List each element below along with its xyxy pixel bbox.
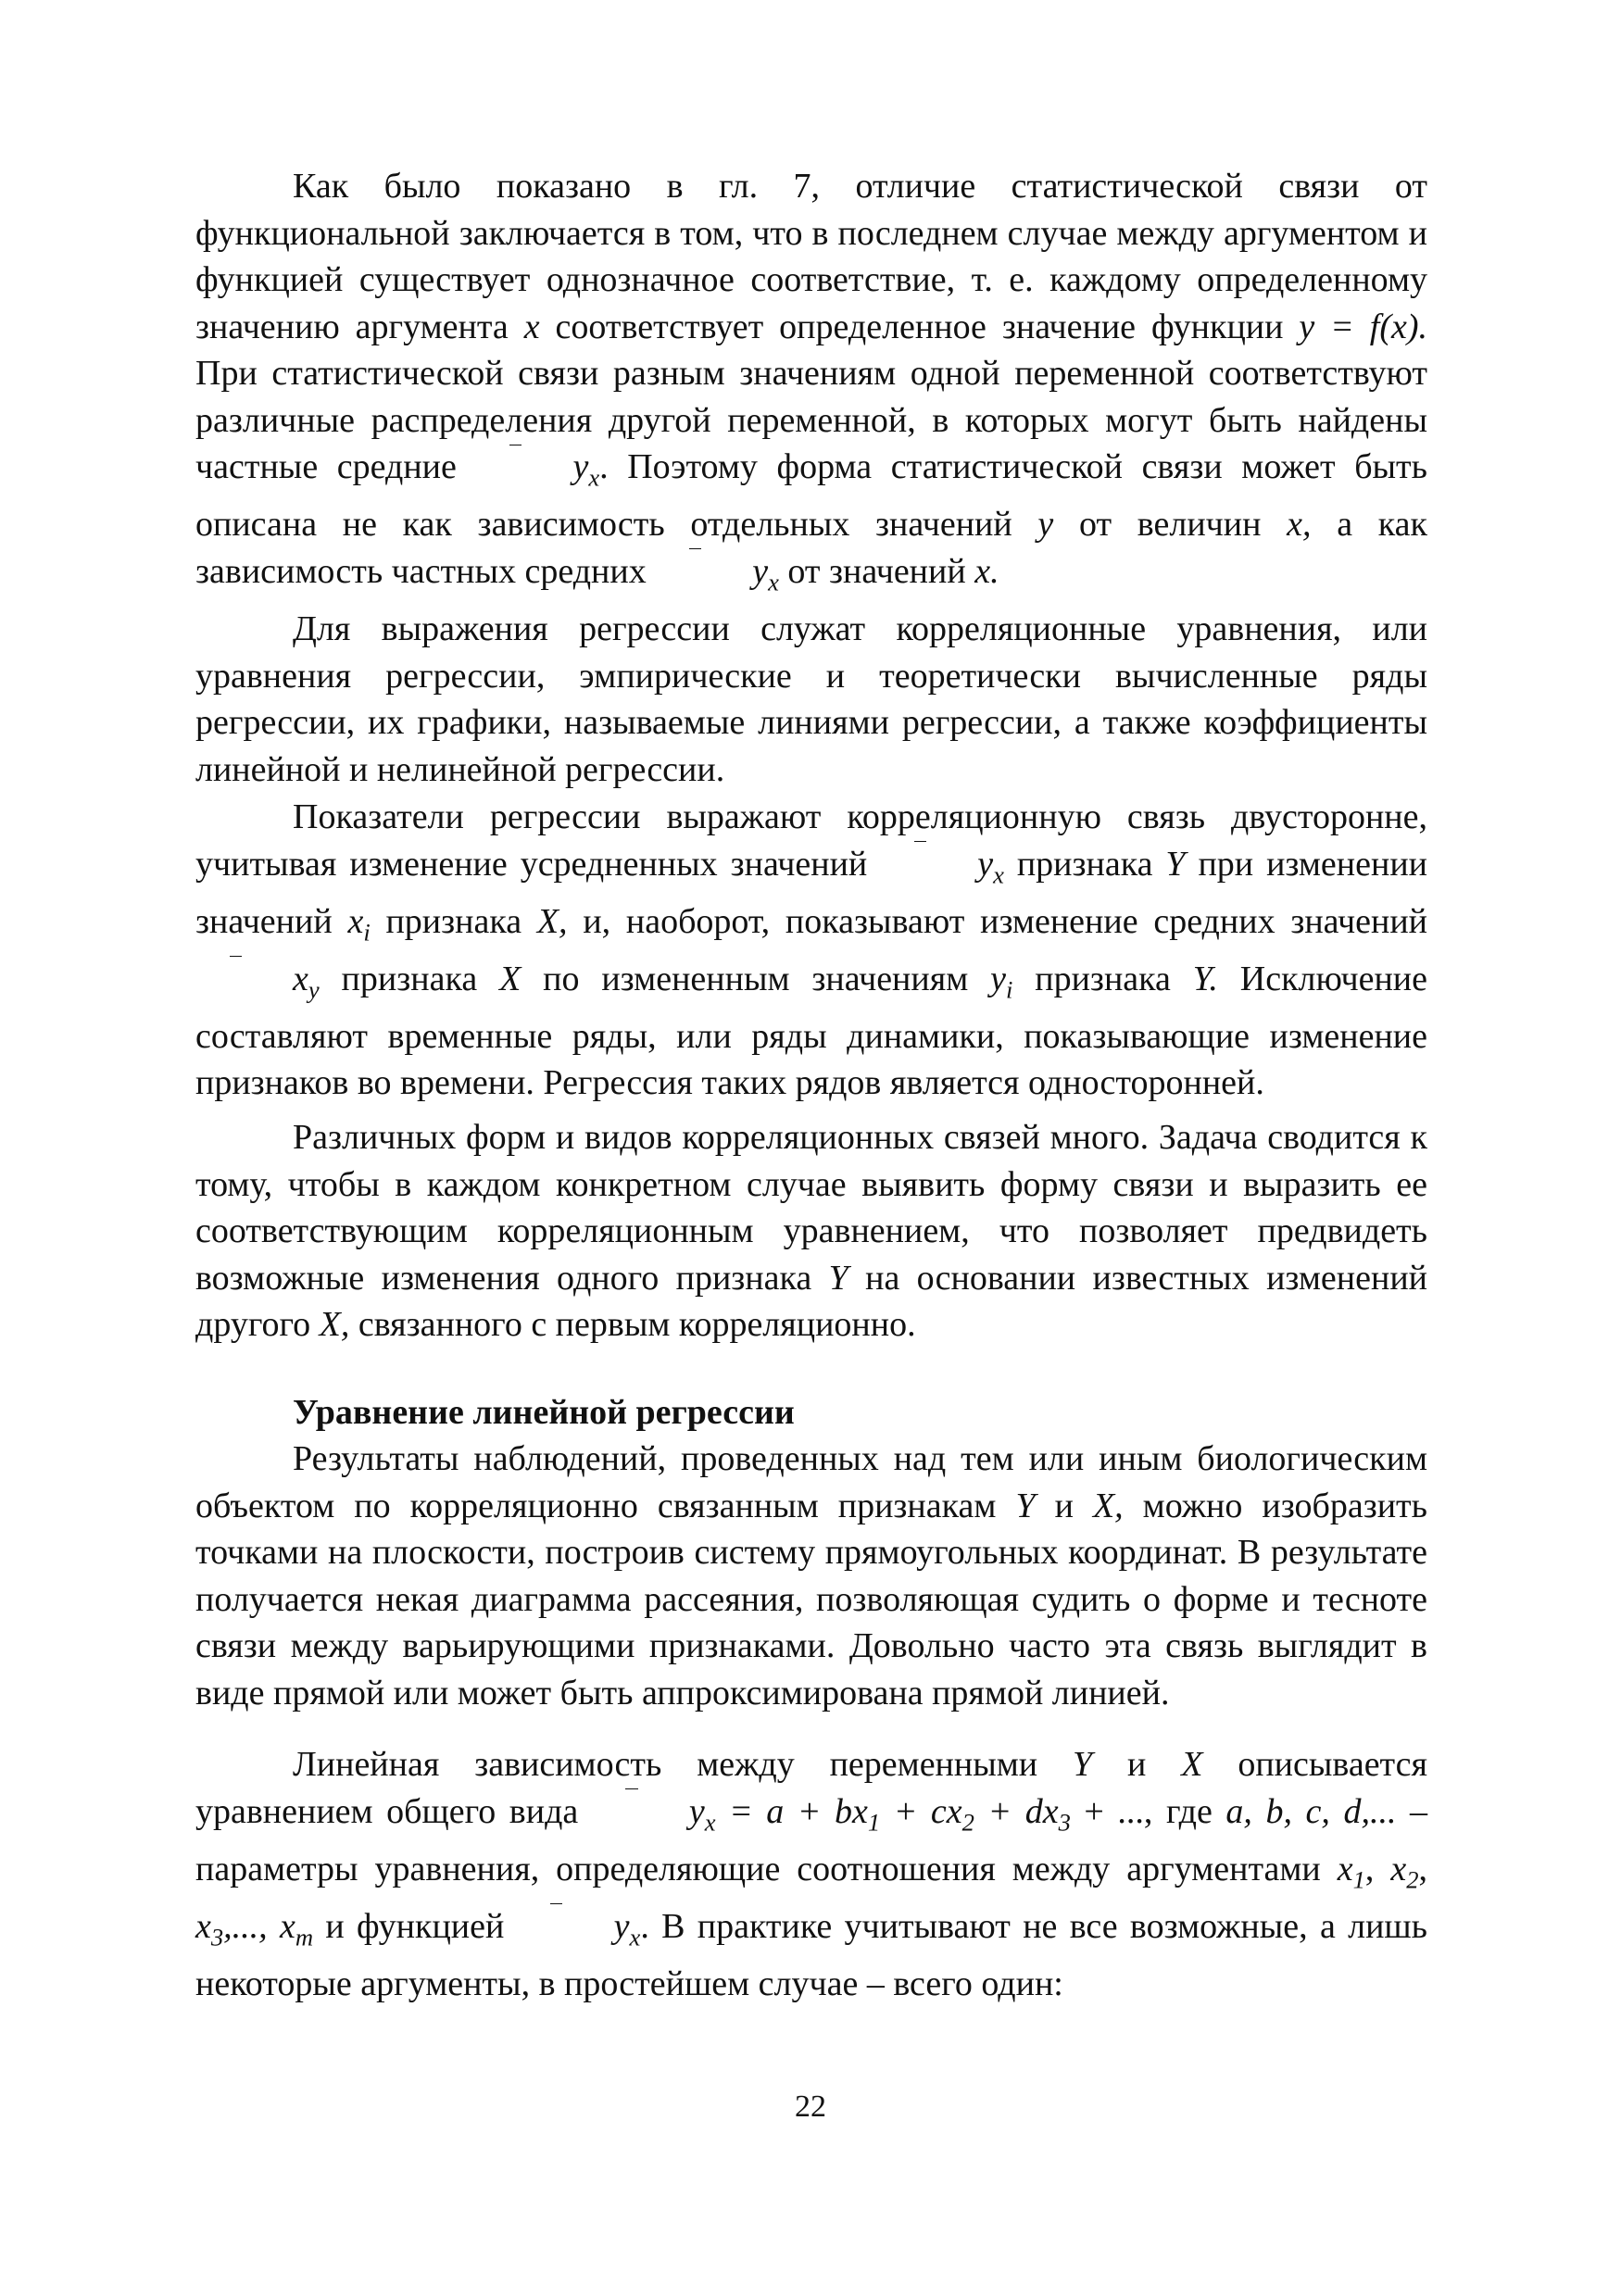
- text-run: а как зависимость частных средних: [195, 505, 1427, 591]
- section-heading: Уравнение линейной регрессии: [293, 1393, 795, 1432]
- text-run: и, наоборот, показывают изменение средних значений: [567, 901, 1427, 941]
- paragraph-6: [195, 1741, 1427, 2007]
- math-var: x.: [974, 551, 999, 591]
- mean-y-symbol: y: [655, 548, 768, 596]
- paragraph-2: Для выражения регрессии служат корреляционные уравнения, или уравнения регрессии, эмпирические и теоретически вычисленные ряды регрессии, их графики, называемые линиями регрессии, а также коэффициенты линейной и нелинейной регрессии.: [195, 609, 1427, 789]
- math-var: x: [347, 901, 364, 941]
- math-var: Y: [1165, 844, 1186, 884]
- mean-y-symbol: y: [880, 841, 993, 888]
- text-run: признака: [1012, 959, 1193, 998]
- math-var: X,: [1092, 1486, 1124, 1525]
- text-run: признака: [370, 901, 537, 941]
- subscript: x: [629, 1923, 641, 1951]
- math-var: y: [1037, 505, 1054, 545]
- math-var: X,: [536, 901, 568, 941]
- paragraph-5: [195, 1436, 1427, 1716]
- text-run: ,: [1418, 1849, 1428, 1888]
- text-run: . В практике учитывают не все возможные, а лишь некоторые аргументы, в простейшем случае – всего один:: [195, 1906, 1427, 2003]
- subscript: x: [704, 1808, 716, 1837]
- text-run: признака: [1003, 844, 1166, 884]
- paragraph-1: [195, 163, 1427, 606]
- math-var: x: [523, 307, 540, 346]
- equation-part: + ...,: [1070, 1791, 1153, 1831]
- mean-x-symbol: x: [195, 956, 308, 1003]
- text-run: связанного с первым корреляционно.: [349, 1305, 916, 1344]
- text-run: и: [1092, 1745, 1182, 1784]
- math-var: Y: [828, 1258, 848, 1298]
- text-run: можно изобразить точками на плоскости, построив систему прямоугольных координат. В результате получается некая диаграмма рассеяния, позволяющая судить о форме и тесноте связи между варьирующими признаками. Довольно часто эта связь выглядит в виде прямой или может быть аппроксимирована прямой линией.: [195, 1486, 1427, 1713]
- text-run: от значений: [778, 551, 975, 591]
- math-var: X,: [319, 1305, 350, 1344]
- math-var: Y.: [1192, 959, 1218, 998]
- math-var: x: [1337, 1849, 1353, 1888]
- math-var: Y: [1073, 1745, 1093, 1784]
- text-run: – параметры уравнения, определяющие соотношения между аргументами: [195, 1791, 1428, 1888]
- text-run: соответствует определенное значение функции: [539, 307, 1300, 346]
- subscript: x: [588, 463, 600, 492]
- text-run: Результаты наблюдений, проведенных над тем или иным биологическим объектом по корреляционно связанным признакам: [195, 1439, 1427, 1525]
- subscript: 2: [1406, 1865, 1419, 1894]
- math-var: x: [1390, 1849, 1407, 1888]
- subscript: 3: [210, 1923, 224, 1951]
- paragraph-4: [195, 1114, 1427, 1349]
- text-run: при изменении значений: [195, 844, 1427, 941]
- subscript: 2: [961, 1808, 974, 1837]
- text-run: . Поэтому форма статистической связи может быть описана не как зависимость отдельных значений: [195, 447, 1427, 545]
- math-var: Y: [1015, 1486, 1036, 1525]
- page-number: 22: [795, 2089, 826, 2124]
- equation-part: + dx: [974, 1791, 1059, 1831]
- equation-part: + cx: [880, 1791, 962, 1831]
- text-run: ,: [1364, 1849, 1391, 1888]
- text-run: Как было показано в гл. 7, отличие статистической связи от функциональной заключается в том, что в последнем случае между аргументом и функцией существует однозначное соответствие, т. е. каждому определенному значению аргумента: [195, 167, 1427, 346]
- text-run: Показатели регрессии выражают корреляционную связь двусторонне, учитывая изменение усредненных значений: [195, 797, 1427, 884]
- subscript: m: [295, 1923, 314, 1951]
- math-var: y: [990, 959, 1006, 998]
- text-run: по измененным значениям: [521, 959, 991, 998]
- math-expression: y = f(x).: [1299, 307, 1427, 346]
- mean-y-symbol: y: [592, 1788, 705, 1836]
- math-var: x: [195, 1906, 211, 1946]
- mean-y-symbol: y: [517, 1903, 630, 1951]
- math-params: a, b, c, d,...: [1225, 1791, 1397, 1831]
- math-var: X: [1181, 1745, 1203, 1784]
- text-run: описывается уравнением общего вида: [195, 1745, 1427, 1831]
- subscript: 1: [867, 1808, 881, 1837]
- text-run: При статистической связи разным значениям одной переменной соответствуют различные распределения другой переменной, в которых могут быть найдены частные средние: [195, 354, 1427, 486]
- paragraph-3: [195, 794, 1427, 1107]
- subscript: i: [363, 918, 371, 947]
- mean-y-symbol: y: [475, 444, 588, 491]
- text-run: на основании известных изменений другого: [195, 1258, 1427, 1344]
- text-run: и: [1035, 1486, 1093, 1525]
- equation-part: = a + bx: [715, 1791, 868, 1831]
- text-run: признака: [319, 959, 500, 998]
- text-run: Исключение составляют временные ряды, или ряды динамики, показывающие изменение признаков во времени. Регрессия таких рядов является односторонней.: [195, 959, 1427, 1103]
- text-run: и функцией: [313, 1906, 517, 1946]
- subscript: x: [768, 568, 779, 596]
- subscript: y: [308, 975, 320, 1004]
- math-var: X: [499, 959, 521, 998]
- subscript: x: [993, 860, 1004, 889]
- subscript: 3: [1058, 1808, 1071, 1837]
- math-var: x,: [1287, 505, 1312, 545]
- text-run: от величин: [1053, 505, 1288, 545]
- subscript: 1: [1352, 1865, 1365, 1894]
- math-var: ,..., x: [223, 1906, 295, 1946]
- text-run: Различных форм и видов корреляционных связей много. Задача сводится к тому, чтобы в каждом конкретном случае выявить форму связи и выразить ее соответствующим корреляционным уравнением, что позволяет предвидеть возможные изменения одного признака: [195, 1118, 1427, 1298]
- subscript: i: [1006, 975, 1013, 1004]
- text-run: Линейная зависимость между переменными: [293, 1745, 1074, 1784]
- text-run: где: [1152, 1791, 1226, 1831]
